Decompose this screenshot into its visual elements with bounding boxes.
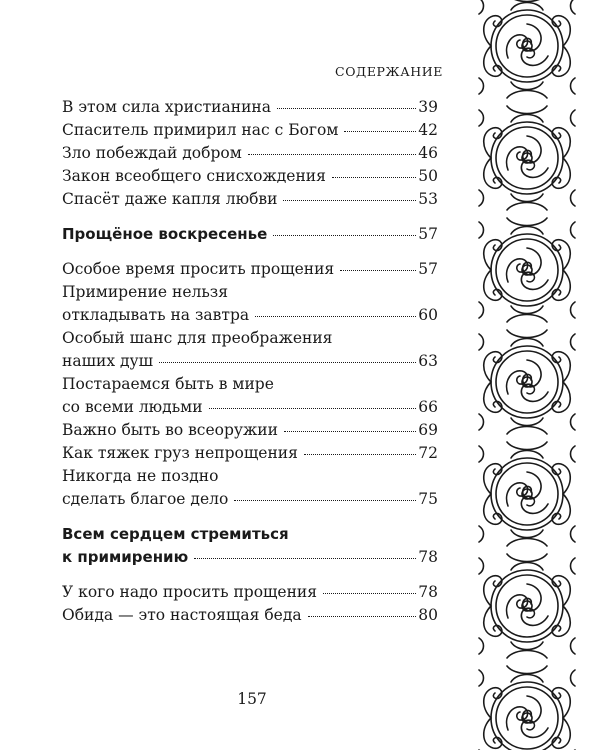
toc-section-title-line: к примирению (62, 548, 189, 566)
toc-entry-title: Спасёт даже капля любви (62, 190, 278, 208)
dot-leader (159, 362, 416, 363)
toc-section[interactable] (62, 223, 438, 246)
toc-entry[interactable] (62, 419, 438, 442)
toc-entry-page: 60 (418, 306, 438, 324)
toc-entry-page: 66 (418, 398, 438, 416)
dot-leader (234, 500, 416, 501)
toc-section-page: 78 (418, 548, 438, 566)
toc-entry-title-line: Примирение нельзя (62, 283, 229, 301)
toc-section-title: Прощёное воскресенье (62, 225, 268, 243)
toc-entry-title-line: откладывать на завтра (62, 306, 250, 324)
page-number: 157 (237, 690, 267, 708)
dot-leader (304, 454, 416, 455)
toc-entry[interactable] (62, 165, 438, 188)
toc-entry-page: 80 (418, 606, 438, 624)
toc-entry-page: 50 (418, 167, 438, 185)
dot-leader (194, 558, 416, 559)
toc-entry[interactable] (62, 119, 438, 142)
toc-entry-title-line: наших душ (62, 352, 154, 370)
dot-leader (332, 177, 416, 178)
toc-entry-title: У кого надо просить прощения (62, 583, 318, 601)
toc-entry[interactable] (62, 258, 438, 281)
toc-entry[interactable] (62, 327, 438, 373)
toc-entry-title: Важно быть во всеоружии (62, 421, 278, 439)
toc-entry-title: Обида — это настоящая беда (62, 606, 302, 624)
toc-entry[interactable] (62, 442, 438, 465)
table-of-contents (62, 96, 438, 627)
toc-entry-title: В этом сила христианина (62, 98, 271, 116)
toc-entry-title-line: Особый шанс для преображения (62, 329, 333, 347)
dot-leader (323, 593, 416, 594)
toc-section[interactable] (62, 523, 438, 569)
toc-entry-page: 39 (418, 98, 438, 116)
toc-section-title-line: Всем сердцем стремиться (62, 525, 289, 543)
ornament-pattern (472, 0, 582, 750)
toc-entry[interactable] (62, 281, 438, 327)
toc-entry-title-line: Никогда не поздно (62, 467, 219, 485)
toc-entry[interactable] (62, 142, 438, 165)
toc-entry-page: 69 (418, 421, 438, 439)
toc-entry-title: Спаситель примирил нас с Богом (62, 121, 339, 139)
dot-leader (248, 154, 417, 155)
toc-entry-page: 46 (418, 144, 438, 162)
toc-entry[interactable] (62, 465, 438, 511)
dot-leader (209, 408, 417, 409)
toc-entry-title: Закон всеобщего снисхождения (62, 167, 326, 185)
toc-entry[interactable] (62, 581, 438, 604)
toc-entry-page: 72 (418, 444, 438, 462)
running-head: СОДЕРЖАНИЕ (335, 64, 443, 79)
toc-entry-page: 57 (418, 260, 438, 278)
toc-entry[interactable] (62, 373, 438, 419)
dot-leader (273, 235, 416, 236)
toc-entry-title-line: сделать благое дело (62, 490, 229, 508)
ornament-border-icon (471, 0, 583, 750)
dot-leader (277, 108, 416, 109)
toc-entry-page: 78 (418, 583, 438, 601)
dot-leader (308, 616, 417, 617)
toc-entry-page: 75 (418, 490, 438, 508)
toc-entry-page: 42 (418, 121, 438, 139)
toc-entry[interactable] (62, 604, 438, 627)
toc-entry-title: Как тяжек груз непрощения (62, 444, 298, 462)
toc-section-page: 57 (418, 225, 438, 243)
dot-leader (340, 270, 416, 271)
toc-entry-page: 53 (418, 190, 438, 208)
toc-entry-page: 63 (418, 352, 438, 370)
toc-entry[interactable] (62, 96, 438, 119)
toc-entry-title-line: со всеми людьми (62, 398, 203, 416)
dot-leader (344, 131, 416, 132)
dot-leader (255, 316, 416, 317)
dot-leader (284, 431, 416, 432)
toc-entry[interactable] (62, 188, 438, 211)
toc-entry-title-line: Постараемся быть в мире (62, 375, 274, 393)
toc-entry-title: Особое время просить прощения (62, 260, 335, 278)
dot-leader (283, 200, 416, 201)
toc-entry-title: Зло побеждай добром (62, 144, 242, 162)
